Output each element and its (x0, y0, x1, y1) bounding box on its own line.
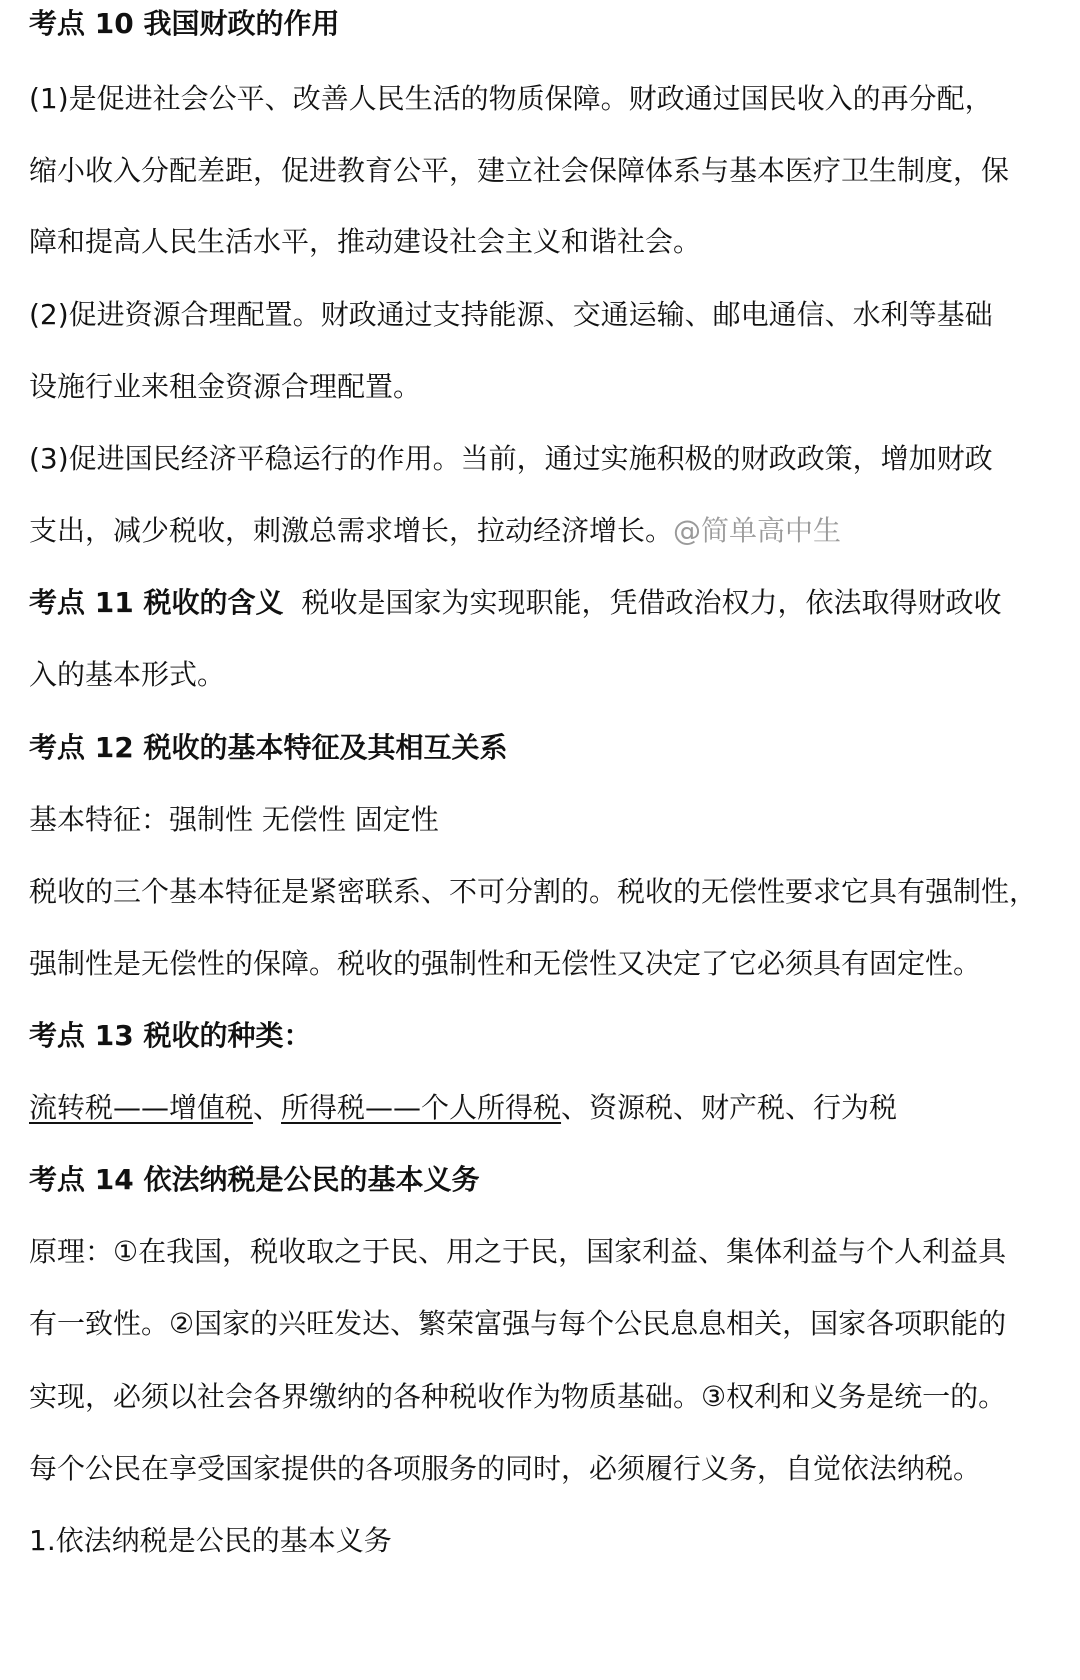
section-14-line-1: 原理：①在我国，税收取之于民、用之于民，国家利益、集体利益与个人利益具 (29, 1235, 1007, 1268)
tax-type-separator: 、 (253, 1091, 282, 1124)
section-10-point-1-line-3: 障和提高人民生活水平，推动建设社会主义和谐社会。 (29, 225, 702, 258)
section-13-title: 考点 13 税收的种类： (29, 1019, 312, 1052)
section-10-point-1-line-2: 缩小收入分配差距，促进教育公平，建立社会保障体系与基本医疗卫生制度，保 (29, 154, 1010, 187)
section-11-line-2: 入的基本形式。 (29, 658, 226, 691)
tax-type-others: 、资源税、财产税、行为税 (561, 1091, 898, 1124)
section-12-features: 基本特征：强制性 无偿性 固定性 (29, 803, 439, 836)
section-11-line-1 (29, 585, 1001, 621)
section-14-line-2: 有一致性。②国家的兴旺发达、繁荣富强与每个公民息息相关，国家各项职能的 (29, 1307, 1007, 1340)
section-12-title: 考点 12 税收的基本特征及其相互关系 (29, 731, 508, 764)
section-13-tax-types (29, 1090, 897, 1126)
tax-type-turnover: 流转税——增值税 (29, 1091, 254, 1124)
section-11-body-1: 税收是国家为实现职能，凭借政治权力，依法取得财政收 (301, 586, 1002, 619)
section-10-point-3-line-1: (3)促进国民经济平稳运行的作用。当前，通过实施积极的财政政策，增加财政 (29, 442, 993, 475)
watermark-text: @简单高中生 (673, 514, 842, 547)
section-10-point-2-line-2: 设施行业来租金资源合理配置。 (29, 370, 422, 403)
section-14-line-5: 1.依法纳税是公民的基本义务 (29, 1524, 392, 1557)
section-10-title: 考点 10 我国财政的作用 (29, 7, 340, 40)
section-14-title: 考点 14 依法纳税是公民的基本义务 (29, 1163, 480, 1196)
section-14-line-3: 实现，必须以社会各界缴纳的各种税收作为物质基础。③权利和义务是统一的。 (29, 1380, 1007, 1413)
section-14-line-4: 每个公民在享受国家提供的各项服务的同时，必须履行义务，自觉依法纳税。 (29, 1452, 982, 1485)
tax-type-income: 所得税——个人所得税 (281, 1091, 562, 1124)
section-10-point-2-line-1: (2)促进资源合理配置。财政通过支持能源、交通运输、邮电通信、水利等基础 (29, 298, 993, 331)
section-11-title: 考点 11 税收的含义 (29, 586, 284, 619)
section-12-relation-line-2: 强制性是无偿性的保障。税收的强制性和无偿性又决定了它必须具有固定性。 (29, 947, 982, 980)
section-12-relation-line-1: 税收的三个基本特征是紧密联系、不可分割的。税收的无偿性要求它具有强制性， (29, 875, 1038, 908)
section-10-point-1-line-1: (1)是促进社会公平、改善人民生活的物质保障。财政通过国民收入的再分配， (29, 82, 993, 115)
section-10-point-3-line-2 (29, 513, 841, 549)
section-10-point-3-text: 支出，减少税收，刺激总需求增长，拉动经济增长。 (29, 514, 674, 547)
